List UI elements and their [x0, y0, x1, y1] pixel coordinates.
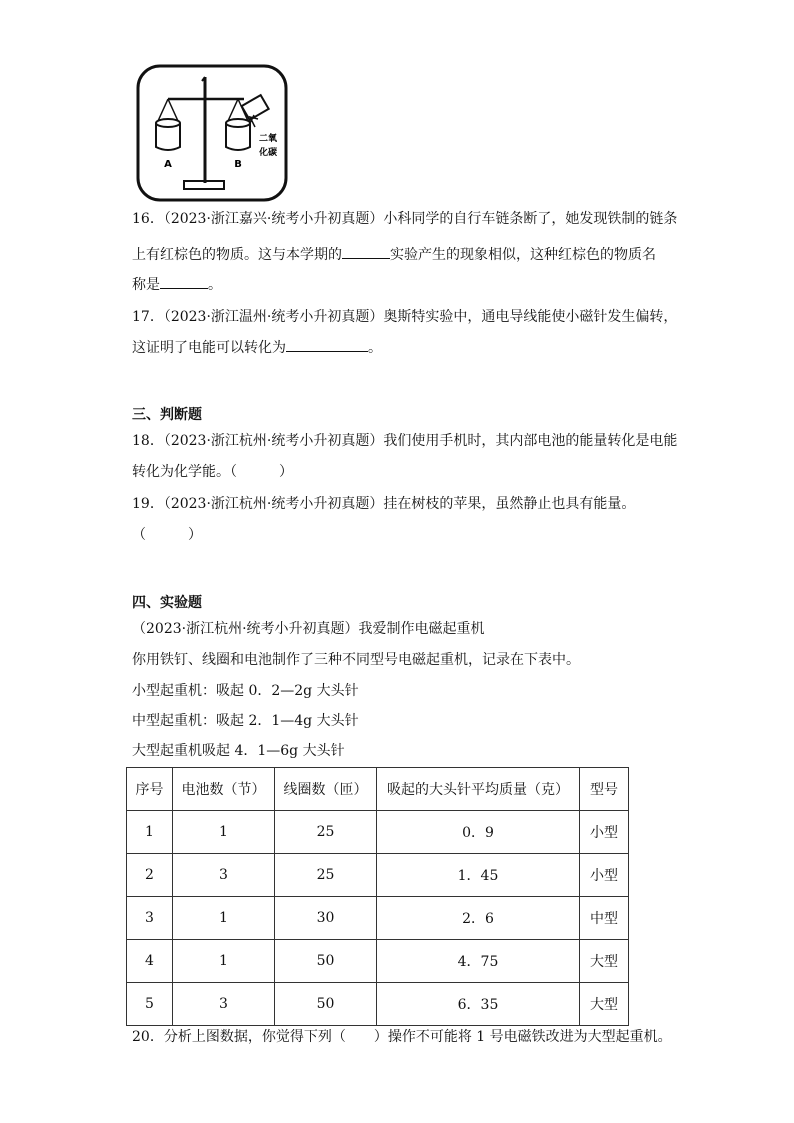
- q17-blank-energy[interactable]: [286, 337, 368, 352]
- cell-index: 3: [127, 897, 173, 940]
- q17-line1: 17．（2023·浙江温州·统考小升初真题）奥斯特实验中，通电导线能使小磁针发生偏转，: [132, 309, 678, 325]
- cell-index: 5: [127, 983, 173, 1026]
- q18-line2: 转化为化学能。（ ）: [132, 464, 293, 480]
- table-row: [127, 940, 629, 983]
- cell-coils: 50: [275, 983, 377, 1026]
- q16-line3-start: 称是: [132, 277, 160, 293]
- table-row: [127, 983, 629, 1026]
- q16-line2-start: 上有红棕色的物质。这与本学期的: [132, 247, 342, 263]
- header-type: 型号: [580, 768, 629, 811]
- q16-blank-substance[interactable]: [160, 274, 208, 289]
- cell-batteries: 1: [173, 940, 275, 983]
- q16-line3: [132, 274, 222, 295]
- q16-line1: 16．（2023·浙江嘉兴·统考小升初真题）小科同学的自行车链条断了，她发现铁制的链条: [132, 211, 678, 227]
- table-row: [127, 897, 629, 940]
- gas-label-line2: 化碳: [258, 148, 278, 158]
- cell-coils: 25: [275, 811, 377, 854]
- table-row: [127, 854, 629, 897]
- cell-type: 中型: [580, 897, 629, 940]
- table-row: [127, 811, 629, 854]
- q19-line2: （ ）: [132, 527, 202, 543]
- label-a: A: [164, 159, 172, 170]
- cell-coils: 25: [275, 854, 377, 897]
- cell-index: 4: [127, 940, 173, 983]
- cell-mass: 1．45: [377, 854, 580, 897]
- q16-line2: [132, 244, 656, 265]
- header-index: 序号: [127, 768, 173, 811]
- cell-mass: 0．9: [377, 811, 580, 854]
- cell-batteries: 3: [173, 854, 275, 897]
- small-crane-range: 小型起重机：吸起 0．2—2g 大头针: [132, 683, 359, 699]
- balance-scale-illustration: [134, 63, 290, 203]
- q16-line3-end: 。: [208, 277, 222, 293]
- medium-crane-range: 中型起重机：吸起 2．1—4g 大头针: [132, 713, 359, 729]
- cell-mass: 2．6: [377, 897, 580, 940]
- crane-data-table: [126, 767, 629, 1026]
- cell-mass: 4．75: [377, 940, 580, 983]
- header-batteries: 电池数（节）: [173, 768, 275, 811]
- cell-batteries: 3: [173, 983, 275, 1026]
- cell-coils: 30: [275, 897, 377, 940]
- section-experiment-title: 四、实验题: [132, 595, 202, 611]
- cell-type: 小型: [580, 811, 629, 854]
- balance-scale-figure: [134, 63, 290, 203]
- cell-type: 大型: [580, 940, 629, 983]
- gas-label-line1: 二氧: [258, 134, 278, 144]
- header-coils: 线圈数（匝）: [275, 768, 377, 811]
- cell-type: 小型: [580, 854, 629, 897]
- q17-line2-end: 。: [368, 340, 382, 356]
- table-header-row: [127, 768, 629, 811]
- cell-batteries: 1: [173, 811, 275, 854]
- cell-index: 1: [127, 811, 173, 854]
- cell-index: 2: [127, 854, 173, 897]
- q17-line2-start: 这证明了电能可以转化为: [132, 340, 286, 356]
- experiment-description: 你用铁钉、线圈和电池制作了三种不同型号电磁起重机，记录在下表中。: [132, 652, 580, 668]
- q18-line1: 18．（2023·浙江杭州·统考小升初真题）我们使用手机时，其内部电池的能量转化是电能: [132, 433, 678, 449]
- cell-mass: 6．35: [377, 983, 580, 1026]
- figure-frame: [138, 66, 286, 200]
- large-crane-range: 大型起重机吸起 4．1—6g 大头针: [132, 743, 345, 759]
- cell-type: 大型: [580, 983, 629, 1026]
- section-judgment-title: 三、判断题: [132, 407, 202, 423]
- cell-coils: 50: [275, 940, 377, 983]
- q16-line2-end: 实验产生的现象相似，这种红棕色的物质名: [390, 247, 656, 263]
- cell-batteries: 1: [173, 897, 275, 940]
- q16-blank-experiment[interactable]: [342, 244, 390, 259]
- q17-line2: [132, 337, 382, 358]
- header-mass: 吸起的大头针平均质量（克）: [377, 768, 580, 811]
- q19-line1: 19．（2023·浙江杭州·统考小升初真题）挂在树枝的苹果，虽然静止也具有能量。: [132, 496, 636, 512]
- label-b: B: [234, 159, 242, 170]
- experiment-intro: （2023·浙江杭州·统考小升初真题）我爱制作电磁起重机: [132, 621, 485, 637]
- q20-line: 20．分析上图数据，你觉得下列（ ）操作不可能将 1 号电磁铁改进为大型起重机。: [132, 1029, 672, 1045]
